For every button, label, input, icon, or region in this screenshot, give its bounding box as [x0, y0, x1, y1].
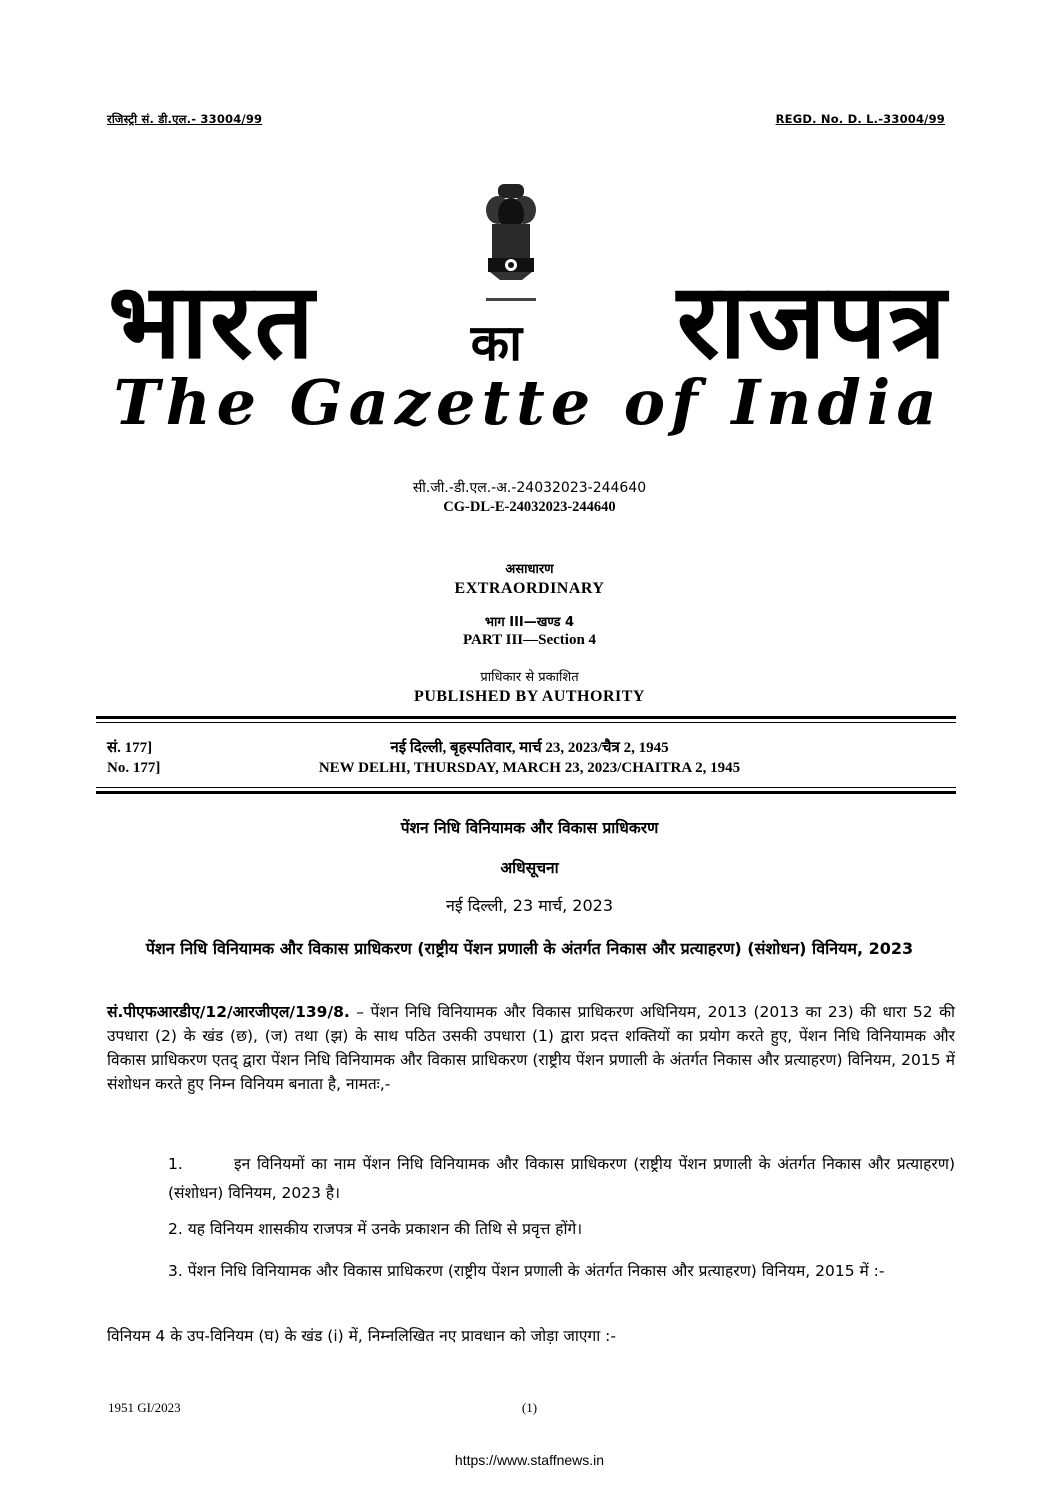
footer-code: 1951 GI/2023	[108, 1400, 181, 1415]
list-item-1-number: 1.	[168, 1155, 183, 1173]
extraordinary-hindi: असाधारण	[505, 562, 554, 577]
registration-number-hindi: रजिस्ट्री सं. डी.एल.- 33004/99	[107, 112, 263, 126]
divider-top-thin	[96, 722, 956, 723]
title-ka: का	[470, 314, 523, 372]
reference-number: सं.पीएफआरडीए/12/आरजीएल/139/8.	[107, 1003, 350, 1021]
divider-bottom-thin	[96, 787, 956, 788]
gazette-code-english: CG-DL-E-24032023-244640	[443, 499, 616, 515]
list-item-1-text: इन विनियमों का नाम पेंशन निधि विनियामक और विकास प्राधिकरण (राष्ट्रीय पेंशन प्रणाली के अंतर्गत निकास और प्रत्याहरण) (संशोधन) विनियम, 2023 है।	[168, 1155, 955, 1202]
list-item-1	[168, 1150, 955, 1208]
source-url: https://www.staffnews.in	[454, 1452, 605, 1468]
extraordinary-english: EXTRAORDINARY	[454, 580, 605, 597]
published-by-authority-english: PUBLISHED BY AUTHORITY	[414, 688, 645, 705]
authority-heading: पेंशन निधि विनियामक और विकास प्राधिकरण	[400, 819, 659, 837]
published-by-authority-hindi: प्राधिकार से प्रकाशित	[480, 670, 579, 685]
registration-number-english: REGD. No. D. L.-33004/99	[775, 112, 945, 126]
gazette-title-english: The Gazette of India	[113, 366, 943, 439]
list-item-3: 3. पेंशन निधि विनियामक और विकास प्राधिकरण (राष्ट्रीय पेंशन प्रणाली के अंतर्गत निकास और प्रत्याहरण) विनियम, 2015 में :-	[168, 1262, 885, 1280]
title-bharat: भारत	[108, 260, 316, 382]
page-number: (1)	[521, 1400, 538, 1415]
notification-heading: अधिसूचना	[500, 859, 559, 877]
issue-number-english: No. 177]	[107, 760, 161, 776]
divider-bottom-thick	[96, 791, 956, 794]
gazette-code-hindi: सी.जी.-डी.एल.-अ.-24032023-244640	[412, 480, 647, 496]
divider-top-thick	[96, 716, 956, 719]
closing-line: विनियम 4 के उप-विनियम (घ) के खंड (i) में, निम्नलिखित नए प्रावधान को जोड़ा जाएगा :-	[107, 1327, 616, 1345]
issue-date-english: NEW DELHI, THURSDAY, MARCH 23, 2023/CHAITRA 2, 1945	[318, 760, 741, 776]
main-paragraph	[107, 1000, 955, 1096]
regulation-title: पेंशन निधि विनियामक और विकास प्राधिकरण (राष्ट्रीय पेंशन प्रणाली के अंतर्गत निकास और प्रत्याहरण) (संशोधन) विनियम, 2023	[145, 939, 914, 958]
part-section-english: PART III—Section 4	[462, 632, 597, 648]
main-paragraph-text: – पेंशन निधि विनियामक और विकास प्राधिकरण अधिनियम, 2013 (2013 का 23) की धारा 52 की उपधारा (2) के खंड (छ), (ज) तथा (झ) के साथ पठित उसकी उपधारा (1) द्वारा प्रदत्त शक्तियों का प्रयोग करते हुए, पेंशन निधि विनियामक और विकास प्राधिकरण एतद् द्वारा पेंशन निधि विनियामक और विकास प्राधिकरण (राष्ट्रीय पेंशन प्रणाली के अंतर्गत निकास और प्रत्याहरण) विनियम, 2015 में संशोधन करते हुए निम्न विनियम बनाता है, नामतः,-	[107, 1003, 955, 1093]
title-rajpatra: राजपत्र	[676, 260, 948, 382]
place-date: नई दिल्ली, 23 मार्च, 2023	[445, 896, 614, 915]
issue-number-hindi: सं. 177]	[107, 740, 153, 756]
part-section-hindi: भाग III—खण्ड 4	[484, 615, 575, 630]
gazette-title-hindi	[108, 260, 948, 382]
list-item-2: 2. यह विनियम शासकीय राजपत्र में उनके प्रकाशन की तिथि से प्रवृत्त होंगे।	[168, 1220, 583, 1238]
issue-date-hindi: नई दिल्ली, बृहस्पतिवार, मार्च 23, 2023/चैत्र 2, 1945	[390, 740, 669, 756]
